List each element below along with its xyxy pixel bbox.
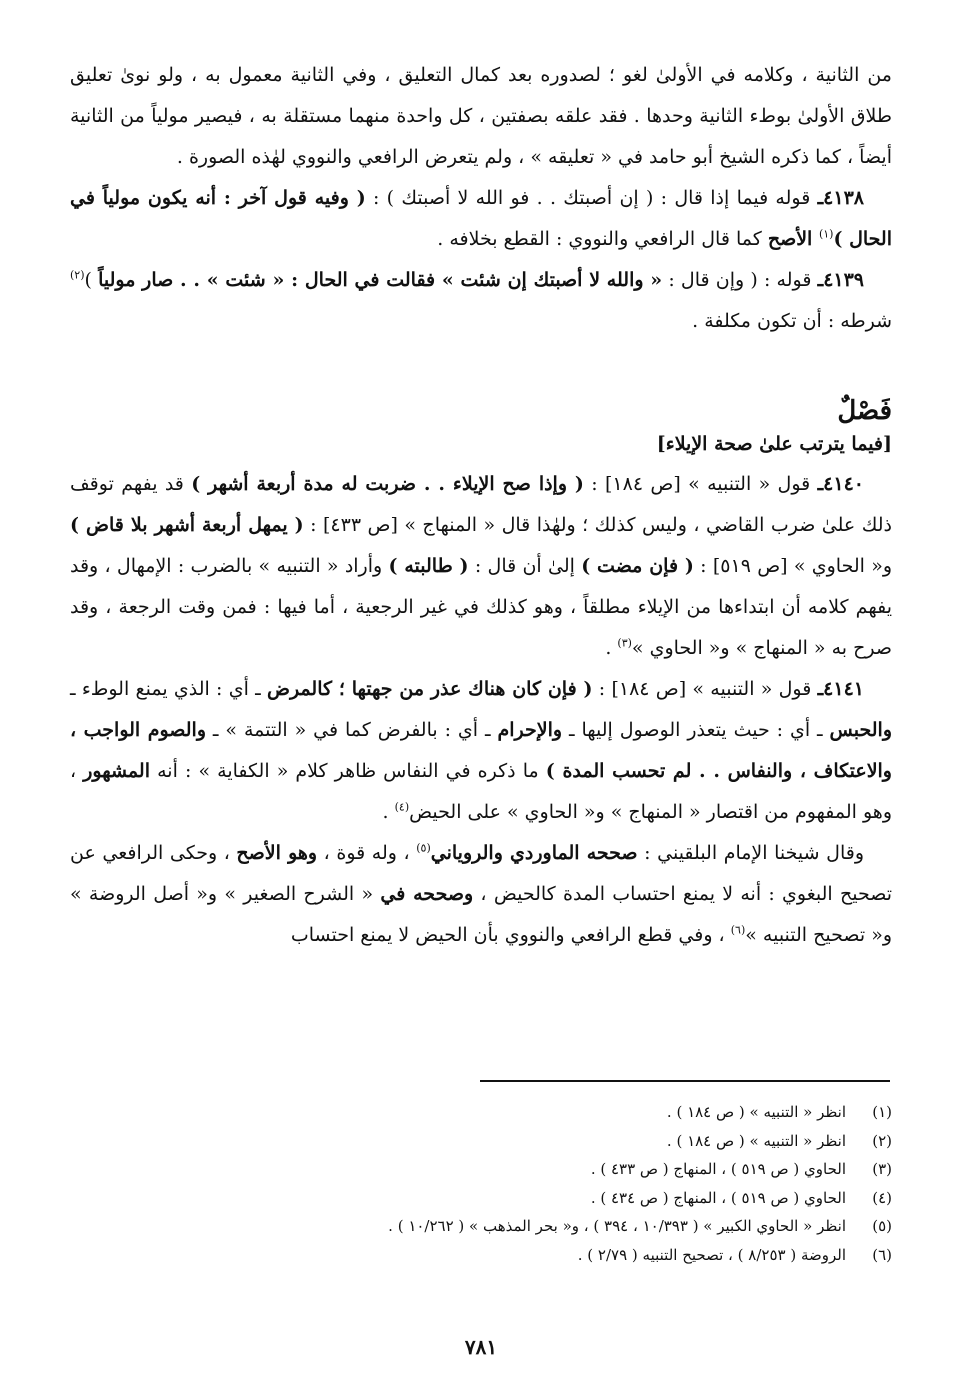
- footnote-text: الحاوي ( ص ٥١٩ ) ، المنهاج ( ص ٤٣٤ ) .: [590, 1188, 846, 1207]
- quoted-text: ( وفيه قول آخر : أنه يكون مولياً في الحال ): [70, 187, 892, 250]
- section-subtitle: [فيما يترتب علىٰ صحة الإيلاء]: [656, 433, 892, 455]
- text-segment: ـ أي : بالفرض كما في « التتمة » ـ: [206, 719, 498, 741]
- quoted-text: ( وإذا صح الإيلاء . . ضربت له مدة أربعة أشهر ): [191, 473, 584, 495]
- footnote-item: [70, 1155, 892, 1184]
- bold-text: المشهور: [83, 760, 150, 782]
- text-segment: قول « التنبيه » [ص ١٨٤] :: [583, 473, 818, 495]
- footnote-ref-6[interactable]: (٦): [730, 923, 746, 937]
- quoted-text: والإحرام: [497, 719, 563, 741]
- paragraph-continuation: من الثانية ، وكلامه في الأولىٰ لغو ؛ لصدوره بعد كمال التعليق ، وفي الثانية معمول به ، ولو نوىٰ تعليق طلاق الأولىٰ بوطء الثانية وحدها . فقد علقه بصفتين ، كل واحدة منهما مستقلة به ، فيصير مولياً من الثانية أيضاً ، كما ذكره الشيخ أبو حامد في « تعليقه » ، ولم يتعرض الرافعي والنووي لهٰذه الصورة .: [70, 64, 892, 168]
- footnote-number: (٢): [872, 1131, 892, 1150]
- footnote-separator: [480, 1080, 890, 1082]
- text-segment: .: [605, 637, 618, 659]
- paragraph-4140: [70, 464, 892, 669]
- issue-number: ٤١٣٨ـ: [817, 187, 864, 209]
- footnote-ref-2[interactable]: (٢): [70, 268, 85, 282]
- bold-text: الأصح: [767, 228, 819, 250]
- issue-number: ٤١٤٠ـ: [817, 473, 864, 495]
- text-segment: ، وحكى الرافعي عن تصحيح البغوي : أنه لا يمنع احتساب المدة كالحيض ،: [70, 842, 893, 905]
- text-segment: قد يفهم توقف ذلك علىٰ ضرب القاضي ، وليس كذلك ؛ ولهٰذا قال « المنهاج » [ص ٤٣٣] :: [70, 473, 893, 536]
- footnote-item: [70, 1127, 892, 1156]
- text-segment: قوله فيما إذا قال : ( إن أصبتك . . فو الله لا أصبتك ) :: [365, 187, 818, 209]
- quoted-text: ( فإن كان هناك عذر من جهتها ؛ كالمرض: [266, 678, 593, 700]
- bold-text: وهو الأصح: [236, 842, 318, 864]
- bold-text: صححه الماوردي والروياني: [430, 842, 638, 864]
- issue-number: ٤١٤١ـ: [817, 678, 864, 700]
- text-segment: كما قال الرافعي والنووي : القطع بخلافه .: [437, 228, 768, 250]
- footnote-text: الروضة ( ٨/٢٥٣ ) ، تصحيح التنبيه ( ٢/٧٩ ) .: [577, 1245, 846, 1264]
- text-segment: ـ أي : حيث يتعذر الوصول إليها ـ: [562, 719, 830, 741]
- footnote-item: [70, 1098, 892, 1127]
- paragraph-4138: [70, 178, 892, 260]
- issue-number: ٤١٣٩ـ: [817, 269, 865, 291]
- text-segment: ، وفي قطع الرافعي والنووي بأن الحيض لا يمنع احتساب: [290, 924, 731, 946]
- text-segment: شرطه : أن تكون مكلفة .: [692, 310, 892, 332]
- footnote-item: [70, 1241, 892, 1270]
- paragraph-4141: [70, 669, 892, 833]
- text-segment: قوله : ( وإن قال :: [662, 269, 818, 291]
- paragraph-4139: [70, 260, 892, 342]
- footnote-text: انظر « التنبيه » ( ص ١٨٤ ) .: [666, 1131, 846, 1150]
- quoted-text: ( طالبته ): [388, 555, 469, 577]
- footnote-number: (٣): [872, 1160, 892, 1178]
- quoted-text: ( يمهل أربعة أشهر بلا قاض ): [70, 514, 304, 536]
- text-segment: ما ذكره في النفاس ظاهر كلام « الكفاية » : أنه: [150, 760, 546, 782]
- text-segment: قول « التنبيه » [ص ١٨٤] :: [592, 678, 818, 700]
- text-segment: إلىٰ أن قال :: [468, 555, 582, 577]
- footnotes: [70, 1098, 892, 1269]
- text-segment: .: [382, 801, 395, 823]
- text-segment: ): [84, 269, 99, 291]
- page-number: ٧٨١: [464, 1335, 498, 1359]
- text-segment: ، وله قوة ،: [317, 842, 417, 864]
- footnote-ref-5[interactable]: (٥): [416, 841, 431, 855]
- quoted-text: والحبس: [829, 719, 892, 741]
- quoted-text: « والله لا أصبتك إن شئت » فقالت في الحال : « شئت » . . صار مولياً: [98, 269, 663, 291]
- bold-text: وصححه في: [380, 883, 474, 905]
- quoted-text: والصوم الواجب ، والاعتكاف ، والنفاس . . لم تحسب المدة ): [70, 719, 892, 782]
- footnote-number: (٦): [872, 1245, 892, 1264]
- footnote-ref-3[interactable]: (٣): [617, 636, 632, 650]
- text-segment: ، وهو المفهوم من اقتصار « المنهاج » و« الحاوي » على الحيض: [70, 760, 892, 823]
- footnote-text: انظر « الحاوي الكبير » ( ١٠/٣٩٣ ، ٣٩٤ ) ، و« بحر المذهب » ( ١٠/٢٦٢ ) .: [388, 1217, 846, 1235]
- text-segment: « الشرح الصغير » و« أصل الروضة » و« تصحيح التنبيه »: [70, 883, 892, 946]
- paragraph-bulqini: [70, 833, 892, 956]
- quoted-text: ( فإن مضت ): [581, 555, 694, 577]
- text-segment: ـ أي : الذي يمنع الوطء ـ: [70, 678, 267, 700]
- footnote-item: [70, 1184, 892, 1213]
- footnote-ref-1[interactable]: (١): [818, 227, 834, 241]
- footnote-number: (٤): [872, 1188, 892, 1207]
- footnote-number: (٥): [872, 1217, 892, 1235]
- main-text: [70, 55, 892, 956]
- text-segment: وأراد « التنبيه » بالضرب : الإمهال ، وقد يفهم كلامه أن ابتداءها من الإيلاء مطلقاً ، وهو كذلك في غير الرجعية ، أما فيها : فمن وقت الرجعة ، وقد صرح به « المنهاج » و« الحاوي »: [70, 555, 892, 659]
- footnote-number: (١): [872, 1103, 892, 1121]
- footnote-text: انظر « التنبيه » ( ص ١٨٤ ) .: [666, 1103, 846, 1121]
- footnote-ref-4[interactable]: (٤): [394, 800, 410, 814]
- section-heading: [70, 342, 892, 464]
- section-title: فَصْلٌ: [837, 396, 892, 426]
- footnote-text: الحاوي ( ص ٥١٩ ) ، المنهاج ( ص ٤٣٣ ) .: [590, 1160, 846, 1178]
- footnote-item: [70, 1212, 892, 1241]
- text-segment: و« الحاوي » [ص ٥١٩] :: [693, 555, 893, 577]
- text-segment: وقال شيخنا الإمام البلقيني :: [637, 842, 864, 864]
